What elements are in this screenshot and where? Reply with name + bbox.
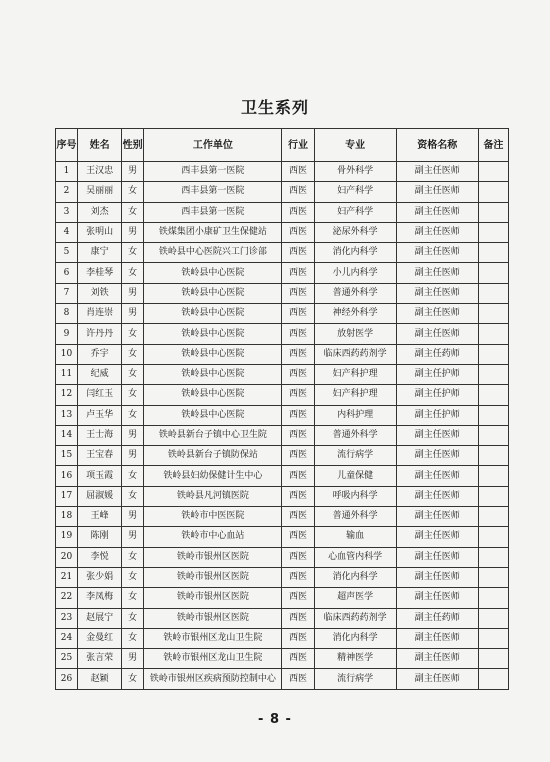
cell-remark bbox=[478, 283, 508, 303]
cell-specialty: 消化内科学 bbox=[314, 628, 396, 648]
cell-remark bbox=[478, 527, 508, 547]
cell-remark bbox=[478, 324, 508, 344]
cell-industry: 西医 bbox=[282, 364, 314, 384]
cell-sex: 女 bbox=[122, 202, 144, 222]
cell-specialty: 妇产科护理 bbox=[314, 385, 396, 405]
cell-specialty: 妇产科学 bbox=[314, 182, 396, 202]
cell-name: 卢玉华 bbox=[78, 405, 122, 425]
cell-work-unit: 铁岭县凡河镇医院 bbox=[144, 486, 282, 506]
cell-remark bbox=[478, 182, 508, 202]
cell-serial-number: 10 bbox=[56, 344, 78, 364]
cell-industry: 西医 bbox=[282, 507, 314, 527]
cell-remark bbox=[478, 405, 508, 425]
cell-serial-number: 5 bbox=[56, 243, 78, 263]
cell-sex: 女 bbox=[122, 669, 144, 689]
cell-remark bbox=[478, 222, 508, 242]
cell-work-unit: 铁岭县中心医院 bbox=[144, 304, 282, 324]
cell-name: 许丹丹 bbox=[78, 324, 122, 344]
cell-remark bbox=[478, 162, 508, 182]
cell-sex: 男 bbox=[122, 283, 144, 303]
header-work-unit: 工作单位 bbox=[144, 129, 282, 162]
table-row bbox=[56, 344, 509, 364]
cell-qualification: 副主任医师 bbox=[396, 507, 478, 527]
cell-work-unit: 铁岭市银州区医院 bbox=[144, 547, 282, 567]
cell-specialty: 小儿内科学 bbox=[314, 263, 396, 283]
cell-qualification: 副主任药师 bbox=[396, 344, 478, 364]
cell-remark bbox=[478, 547, 508, 567]
cell-qualification: 副主任医师 bbox=[396, 243, 478, 263]
cell-specialty: 流行病学 bbox=[314, 669, 396, 689]
cell-specialty: 消化内科学 bbox=[314, 243, 396, 263]
cell-name: 张言荣 bbox=[78, 649, 122, 669]
table-row bbox=[56, 324, 509, 344]
cell-name: 张少娟 bbox=[78, 567, 122, 587]
cell-serial-number: 6 bbox=[56, 263, 78, 283]
cell-specialty: 普通外科学 bbox=[314, 507, 396, 527]
cell-industry: 西医 bbox=[282, 162, 314, 182]
cell-serial-number: 14 bbox=[56, 425, 78, 445]
cell-industry: 西医 bbox=[282, 567, 314, 587]
cell-remark bbox=[478, 202, 508, 222]
table-row bbox=[56, 507, 509, 527]
table-row bbox=[56, 466, 509, 486]
cell-serial-number: 11 bbox=[56, 364, 78, 384]
cell-industry: 西医 bbox=[282, 324, 314, 344]
cell-remark bbox=[478, 385, 508, 405]
cell-work-unit: 铁岭市银州区医院 bbox=[144, 588, 282, 608]
cell-remark bbox=[478, 364, 508, 384]
cell-sex: 男 bbox=[122, 304, 144, 324]
cell-work-unit: 铁岭市中心血站 bbox=[144, 527, 282, 547]
cell-name: 李凤梅 bbox=[78, 588, 122, 608]
cell-name: 王汉忠 bbox=[78, 162, 122, 182]
cell-sex: 女 bbox=[122, 567, 144, 587]
header-industry: 行业 bbox=[282, 129, 314, 162]
table-row bbox=[56, 202, 509, 222]
cell-qualification: 副主任医师 bbox=[396, 567, 478, 587]
cell-serial-number: 20 bbox=[56, 547, 78, 567]
table-row bbox=[56, 608, 509, 628]
cell-sex: 女 bbox=[122, 486, 144, 506]
page-number: - 8 - bbox=[258, 712, 292, 727]
cell-specialty: 心血管内科学 bbox=[314, 547, 396, 567]
cell-sex: 女 bbox=[122, 324, 144, 344]
cell-serial-number: 17 bbox=[56, 486, 78, 506]
cell-sex: 男 bbox=[122, 425, 144, 445]
cell-specialty: 消化内科学 bbox=[314, 567, 396, 587]
cell-industry: 西医 bbox=[282, 608, 314, 628]
cell-specialty: 输血 bbox=[314, 527, 396, 547]
table-row bbox=[56, 649, 509, 669]
cell-sex: 女 bbox=[122, 182, 144, 202]
cell-serial-number: 24 bbox=[56, 628, 78, 648]
cell-work-unit: 铁岭市中医医院 bbox=[144, 507, 282, 527]
cell-remark bbox=[478, 486, 508, 506]
cell-name: 陈刚 bbox=[78, 527, 122, 547]
cell-specialty: 神经外科学 bbox=[314, 304, 396, 324]
cell-specialty: 临床西药药剂学 bbox=[314, 344, 396, 364]
cell-sex: 女 bbox=[122, 588, 144, 608]
table-row bbox=[56, 162, 509, 182]
cell-serial-number: 1 bbox=[56, 162, 78, 182]
cell-work-unit: 铁岭市银州区医院 bbox=[144, 567, 282, 587]
cell-specialty: 超声医学 bbox=[314, 588, 396, 608]
cell-work-unit: 铁岭县中心医院 bbox=[144, 364, 282, 384]
cell-sex: 女 bbox=[122, 628, 144, 648]
cell-industry: 西医 bbox=[282, 202, 314, 222]
cell-work-unit: 铁岭市银州区医院 bbox=[144, 608, 282, 628]
cell-industry: 西医 bbox=[282, 466, 314, 486]
cell-remark bbox=[478, 466, 508, 486]
cell-specialty: 妇产科学 bbox=[314, 202, 396, 222]
cell-serial-number: 4 bbox=[56, 222, 78, 242]
cell-qualification: 副主任医师 bbox=[396, 527, 478, 547]
cell-serial-number: 23 bbox=[56, 608, 78, 628]
cell-name: 赵颖 bbox=[78, 669, 122, 689]
personnel-table bbox=[55, 128, 509, 690]
cell-serial-number: 18 bbox=[56, 507, 78, 527]
cell-remark bbox=[478, 425, 508, 445]
cell-specialty: 精神医学 bbox=[314, 649, 396, 669]
cell-industry: 西医 bbox=[282, 425, 314, 445]
cell-name: 李桂琴 bbox=[78, 263, 122, 283]
cell-serial-number: 8 bbox=[56, 304, 78, 324]
table-row bbox=[56, 446, 509, 466]
cell-industry: 西医 bbox=[282, 344, 314, 364]
table-row bbox=[56, 283, 509, 303]
header-name: 姓名 bbox=[78, 129, 122, 162]
header-serial-number: 序号 bbox=[56, 129, 78, 162]
cell-remark bbox=[478, 588, 508, 608]
header-remark: 备注 bbox=[478, 129, 508, 162]
cell-industry: 西医 bbox=[282, 588, 314, 608]
cell-qualification: 副主任医师 bbox=[396, 162, 478, 182]
table-row bbox=[56, 222, 509, 242]
cell-qualification: 副主任医师 bbox=[396, 547, 478, 567]
table-row bbox=[56, 669, 509, 689]
cell-serial-number: 12 bbox=[56, 385, 78, 405]
cell-qualification: 副主任医师 bbox=[396, 446, 478, 466]
cell-specialty: 普通外科学 bbox=[314, 425, 396, 445]
cell-industry: 西医 bbox=[282, 405, 314, 425]
table-header-row bbox=[56, 129, 509, 162]
cell-work-unit: 铁岭县中心医院 bbox=[144, 324, 282, 344]
table-row bbox=[56, 405, 509, 425]
cell-specialty: 内科护理 bbox=[314, 405, 396, 425]
cell-specialty: 普通外科学 bbox=[314, 283, 396, 303]
cell-qualification: 副主任医师 bbox=[396, 202, 478, 222]
cell-name: 刘杰 bbox=[78, 202, 122, 222]
cell-work-unit: 铁岭市银州区龙山卫生院 bbox=[144, 628, 282, 648]
cell-specialty: 临床西药药剂学 bbox=[314, 608, 396, 628]
cell-remark bbox=[478, 507, 508, 527]
table-row bbox=[56, 588, 509, 608]
cell-industry: 西医 bbox=[282, 446, 314, 466]
cell-name: 康宁 bbox=[78, 243, 122, 263]
cell-serial-number: 22 bbox=[56, 588, 78, 608]
cell-serial-number: 3 bbox=[56, 202, 78, 222]
cell-qualification: 副主任医师 bbox=[396, 283, 478, 303]
cell-serial-number: 19 bbox=[56, 527, 78, 547]
table-row bbox=[56, 527, 509, 547]
cell-qualification: 副主任医师 bbox=[396, 182, 478, 202]
page-title: 卫生系列 bbox=[240, 98, 309, 117]
table-row bbox=[56, 243, 509, 263]
cell-work-unit: 铁岭县中心医院 bbox=[144, 344, 282, 364]
cell-sex: 女 bbox=[122, 547, 144, 567]
cell-remark bbox=[478, 344, 508, 364]
cell-name: 项玉霞 bbox=[78, 466, 122, 486]
cell-serial-number: 2 bbox=[56, 182, 78, 202]
table-row bbox=[56, 425, 509, 445]
table-row bbox=[56, 304, 509, 324]
cell-work-unit: 铁岭县新台子镇中心卫生院 bbox=[144, 425, 282, 445]
cell-work-unit: 铁岭县中心医院 bbox=[144, 283, 282, 303]
cell-remark bbox=[478, 304, 508, 324]
table-row bbox=[56, 547, 509, 567]
cell-serial-number: 13 bbox=[56, 405, 78, 425]
cell-industry: 西医 bbox=[282, 628, 314, 648]
cell-name: 乔宇 bbox=[78, 344, 122, 364]
cell-industry: 西医 bbox=[282, 547, 314, 567]
cell-industry: 西医 bbox=[282, 243, 314, 263]
table-body bbox=[56, 162, 509, 690]
cell-industry: 西医 bbox=[282, 263, 314, 283]
cell-industry: 西医 bbox=[282, 486, 314, 506]
cell-specialty: 流行病学 bbox=[314, 446, 396, 466]
cell-sex: 女 bbox=[122, 466, 144, 486]
cell-qualification: 副主任医师 bbox=[396, 649, 478, 669]
cell-work-unit: 西丰县第一医院 bbox=[144, 162, 282, 182]
table-row bbox=[56, 182, 509, 202]
table-row bbox=[56, 263, 509, 283]
header-sex: 性别 bbox=[122, 129, 144, 162]
header-qualification: 资格名称 bbox=[396, 129, 478, 162]
cell-industry: 西医 bbox=[282, 527, 314, 547]
table-row bbox=[56, 364, 509, 384]
cell-qualification: 副主任医师 bbox=[396, 486, 478, 506]
cell-name: 张明山 bbox=[78, 222, 122, 242]
cell-sex: 男 bbox=[122, 222, 144, 242]
cell-name: 王士海 bbox=[78, 425, 122, 445]
cell-work-unit: 铁煤集团小康矿卫生保健站 bbox=[144, 222, 282, 242]
cell-work-unit: 铁岭县中心医院 bbox=[144, 263, 282, 283]
cell-serial-number: 25 bbox=[56, 649, 78, 669]
cell-qualification: 副主任医师 bbox=[396, 324, 478, 344]
cell-sex: 男 bbox=[122, 649, 144, 669]
cell-qualification: 副主任医师 bbox=[396, 588, 478, 608]
cell-remark bbox=[478, 567, 508, 587]
cell-name: 金曼红 bbox=[78, 628, 122, 648]
table-row bbox=[56, 486, 509, 506]
cell-specialty: 儿童保健 bbox=[314, 466, 396, 486]
cell-qualification: 副主任医师 bbox=[396, 628, 478, 648]
cell-industry: 西医 bbox=[282, 669, 314, 689]
cell-qualification: 副主任护师 bbox=[396, 405, 478, 425]
cell-remark bbox=[478, 243, 508, 263]
cell-remark bbox=[478, 669, 508, 689]
cell-sex: 女 bbox=[122, 243, 144, 263]
cell-qualification: 副主任护师 bbox=[396, 385, 478, 405]
cell-qualification: 副主任药师 bbox=[396, 608, 478, 628]
cell-sex: 女 bbox=[122, 385, 144, 405]
table-row bbox=[56, 385, 509, 405]
cell-sex: 女 bbox=[122, 344, 144, 364]
cell-specialty: 泌尿外科学 bbox=[314, 222, 396, 242]
cell-qualification: 副主任医师 bbox=[396, 669, 478, 689]
cell-serial-number: 15 bbox=[56, 446, 78, 466]
cell-qualification: 副主任医师 bbox=[396, 263, 478, 283]
cell-specialty: 放射医学 bbox=[314, 324, 396, 344]
cell-serial-number: 7 bbox=[56, 283, 78, 303]
cell-industry: 西医 bbox=[282, 283, 314, 303]
cell-sex: 女 bbox=[122, 263, 144, 283]
cell-specialty: 妇产科护理 bbox=[314, 364, 396, 384]
cell-remark bbox=[478, 608, 508, 628]
table-row bbox=[56, 628, 509, 648]
cell-work-unit: 铁岭县妇幼保健计生中心 bbox=[144, 466, 282, 486]
header-specialty: 专业 bbox=[314, 129, 396, 162]
cell-work-unit: 铁岭县中心医院兴工门诊部 bbox=[144, 243, 282, 263]
cell-work-unit: 铁岭县中心医院 bbox=[144, 405, 282, 425]
cell-qualification: 副主任医师 bbox=[396, 425, 478, 445]
cell-qualification: 副主任医师 bbox=[396, 222, 478, 242]
cell-serial-number: 9 bbox=[56, 324, 78, 344]
cell-remark bbox=[478, 263, 508, 283]
cell-sex: 女 bbox=[122, 405, 144, 425]
cell-industry: 西医 bbox=[282, 182, 314, 202]
cell-sex: 男 bbox=[122, 162, 144, 182]
cell-name: 纪威 bbox=[78, 364, 122, 384]
cell-specialty: 呼吸内科学 bbox=[314, 486, 396, 506]
cell-name: 肖连崇 bbox=[78, 304, 122, 324]
cell-industry: 西医 bbox=[282, 385, 314, 405]
cell-remark bbox=[478, 628, 508, 648]
cell-sex: 男 bbox=[122, 507, 144, 527]
cell-qualification: 副主任医师 bbox=[396, 304, 478, 324]
cell-industry: 西医 bbox=[282, 222, 314, 242]
cell-work-unit: 铁岭县新台子镇防保站 bbox=[144, 446, 282, 466]
cell-work-unit: 铁岭县中心医院 bbox=[144, 385, 282, 405]
cell-specialty: 骨外科学 bbox=[314, 162, 396, 182]
cell-name: 吴丽丽 bbox=[78, 182, 122, 202]
cell-serial-number: 21 bbox=[56, 567, 78, 587]
cell-work-unit: 西丰县第一医院 bbox=[144, 202, 282, 222]
cell-qualification: 副主任医师 bbox=[396, 466, 478, 486]
cell-name: 王宝春 bbox=[78, 446, 122, 466]
cell-work-unit: 铁岭市银州区疾病预防控制中心 bbox=[144, 669, 282, 689]
cell-name: 屈淑媛 bbox=[78, 486, 122, 506]
cell-name: 闫红玉 bbox=[78, 385, 122, 405]
cell-name: 李悦 bbox=[78, 547, 122, 567]
cell-work-unit: 铁岭市银州区龙山卫生院 bbox=[144, 649, 282, 669]
cell-sex: 男 bbox=[122, 446, 144, 466]
cell-work-unit: 西丰县第一医院 bbox=[144, 182, 282, 202]
cell-name: 王峰 bbox=[78, 507, 122, 527]
cell-remark bbox=[478, 649, 508, 669]
table-row bbox=[56, 567, 509, 587]
cell-name: 刘铁 bbox=[78, 283, 122, 303]
cell-sex: 女 bbox=[122, 608, 144, 628]
cell-remark bbox=[478, 446, 508, 466]
cell-qualification: 副主任护师 bbox=[396, 364, 478, 384]
cell-sex: 男 bbox=[122, 527, 144, 547]
cell-serial-number: 16 bbox=[56, 466, 78, 486]
cell-industry: 西医 bbox=[282, 304, 314, 324]
cell-industry: 西医 bbox=[282, 649, 314, 669]
cell-sex: 女 bbox=[122, 364, 144, 384]
cell-name: 赵展宁 bbox=[78, 608, 122, 628]
cell-serial-number: 26 bbox=[56, 669, 78, 689]
